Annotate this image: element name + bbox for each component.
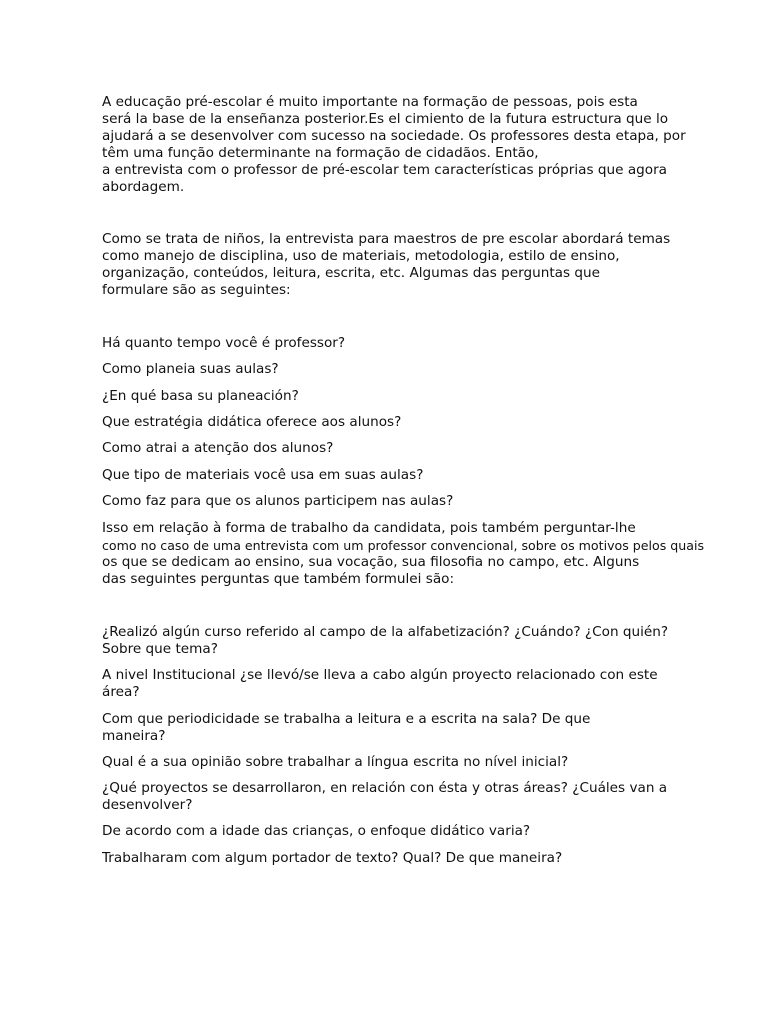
question-item: Há quanto tempo você é professor? — [102, 335, 346, 351]
question-item: Como faz para que os alunos participem nas aulas? — [102, 493, 454, 509]
question-item: De acordo com a idade das crianças, o enfoque didático varia? — [102, 823, 531, 839]
question-item: ¿Realizó algún curso referido al campo de la alfabetización? ¿Cuándo? ¿Con quién? — [102, 624, 669, 640]
question-item: Trabalharam com algum portador de texto? Qual? De que maneira? — [102, 850, 563, 866]
question-item: A nivel Institucional ¿se llevó/se lleva a cabo algún proyecto relacionado con este — [102, 667, 658, 683]
text-line: como manejo de disciplina, uso de materiais, metodologia, estilo de ensino, — [102, 248, 620, 264]
question-item: ¿Qué proyectos se desarrollaron, en relación con ésta y otras áreas? ¿Cuáles van a — [102, 780, 668, 796]
text-line: os que se dedicam ao ensino, sua vocação, sua filosofia no campo, etc. Alguns — [102, 554, 640, 570]
question-item: maneira? — [102, 728, 166, 744]
question-item: área? — [102, 684, 140, 700]
question-item: Qual é a sua opinião sobre trabalhar a língua escrita no nível inicial? — [102, 754, 569, 770]
text-line: abordagem. — [102, 179, 185, 195]
text-line: das seguintes perguntas que também formulei são: — [102, 571, 455, 587]
text-line: será la base de la enseñanza posterior.Es el cimiento de la futura estructura que lo — [102, 111, 669, 127]
text-line: A educação pré-escolar é muito importante na formação de pessoas, pois esta — [102, 94, 638, 110]
text-line: ajudará a se desenvolver com sucesso na sociedade. Os professores desta etapa, por — [102, 128, 686, 144]
text-line: Isso em relação à forma de trabalho da candidata, pois também perguntar-lhe — [102, 520, 636, 536]
question-item: ¿En qué basa su planeación? — [102, 388, 299, 404]
text-line: Como se trata de niños, la entrevista para maestros de pre escolar abordará temas — [102, 231, 671, 247]
question-item: Que estratégia didática oferece aos alunos? — [102, 414, 402, 430]
text-line: organização, conteúdos, leitura, escrita, etc. Algumas das perguntas que — [102, 265, 600, 281]
question-item: Que tipo de materiais você usa em suas aulas? — [102, 467, 424, 483]
question-item: Como planeia suas aulas? — [102, 361, 279, 377]
question-item: Sobre que tema? — [102, 641, 218, 657]
text-line: têm uma função determinante na formação de cidadãos. Então, — [102, 145, 539, 161]
text-line: formulare são as seguintes: — [102, 282, 291, 298]
question-item: Com que periodicidade se trabalha a leitura e a escrita na sala? De que — [102, 711, 591, 727]
question-item: desenvolver? — [102, 797, 193, 813]
question-item: Como atrai a atenção dos alunos? — [102, 440, 334, 456]
text-line: a entrevista com o professor de pré-escolar tem características próprias que agora — [102, 162, 668, 178]
text-line: como no caso de uma entrevista com um professor convencional, sobre os motivos pelos quais — [102, 538, 705, 553]
